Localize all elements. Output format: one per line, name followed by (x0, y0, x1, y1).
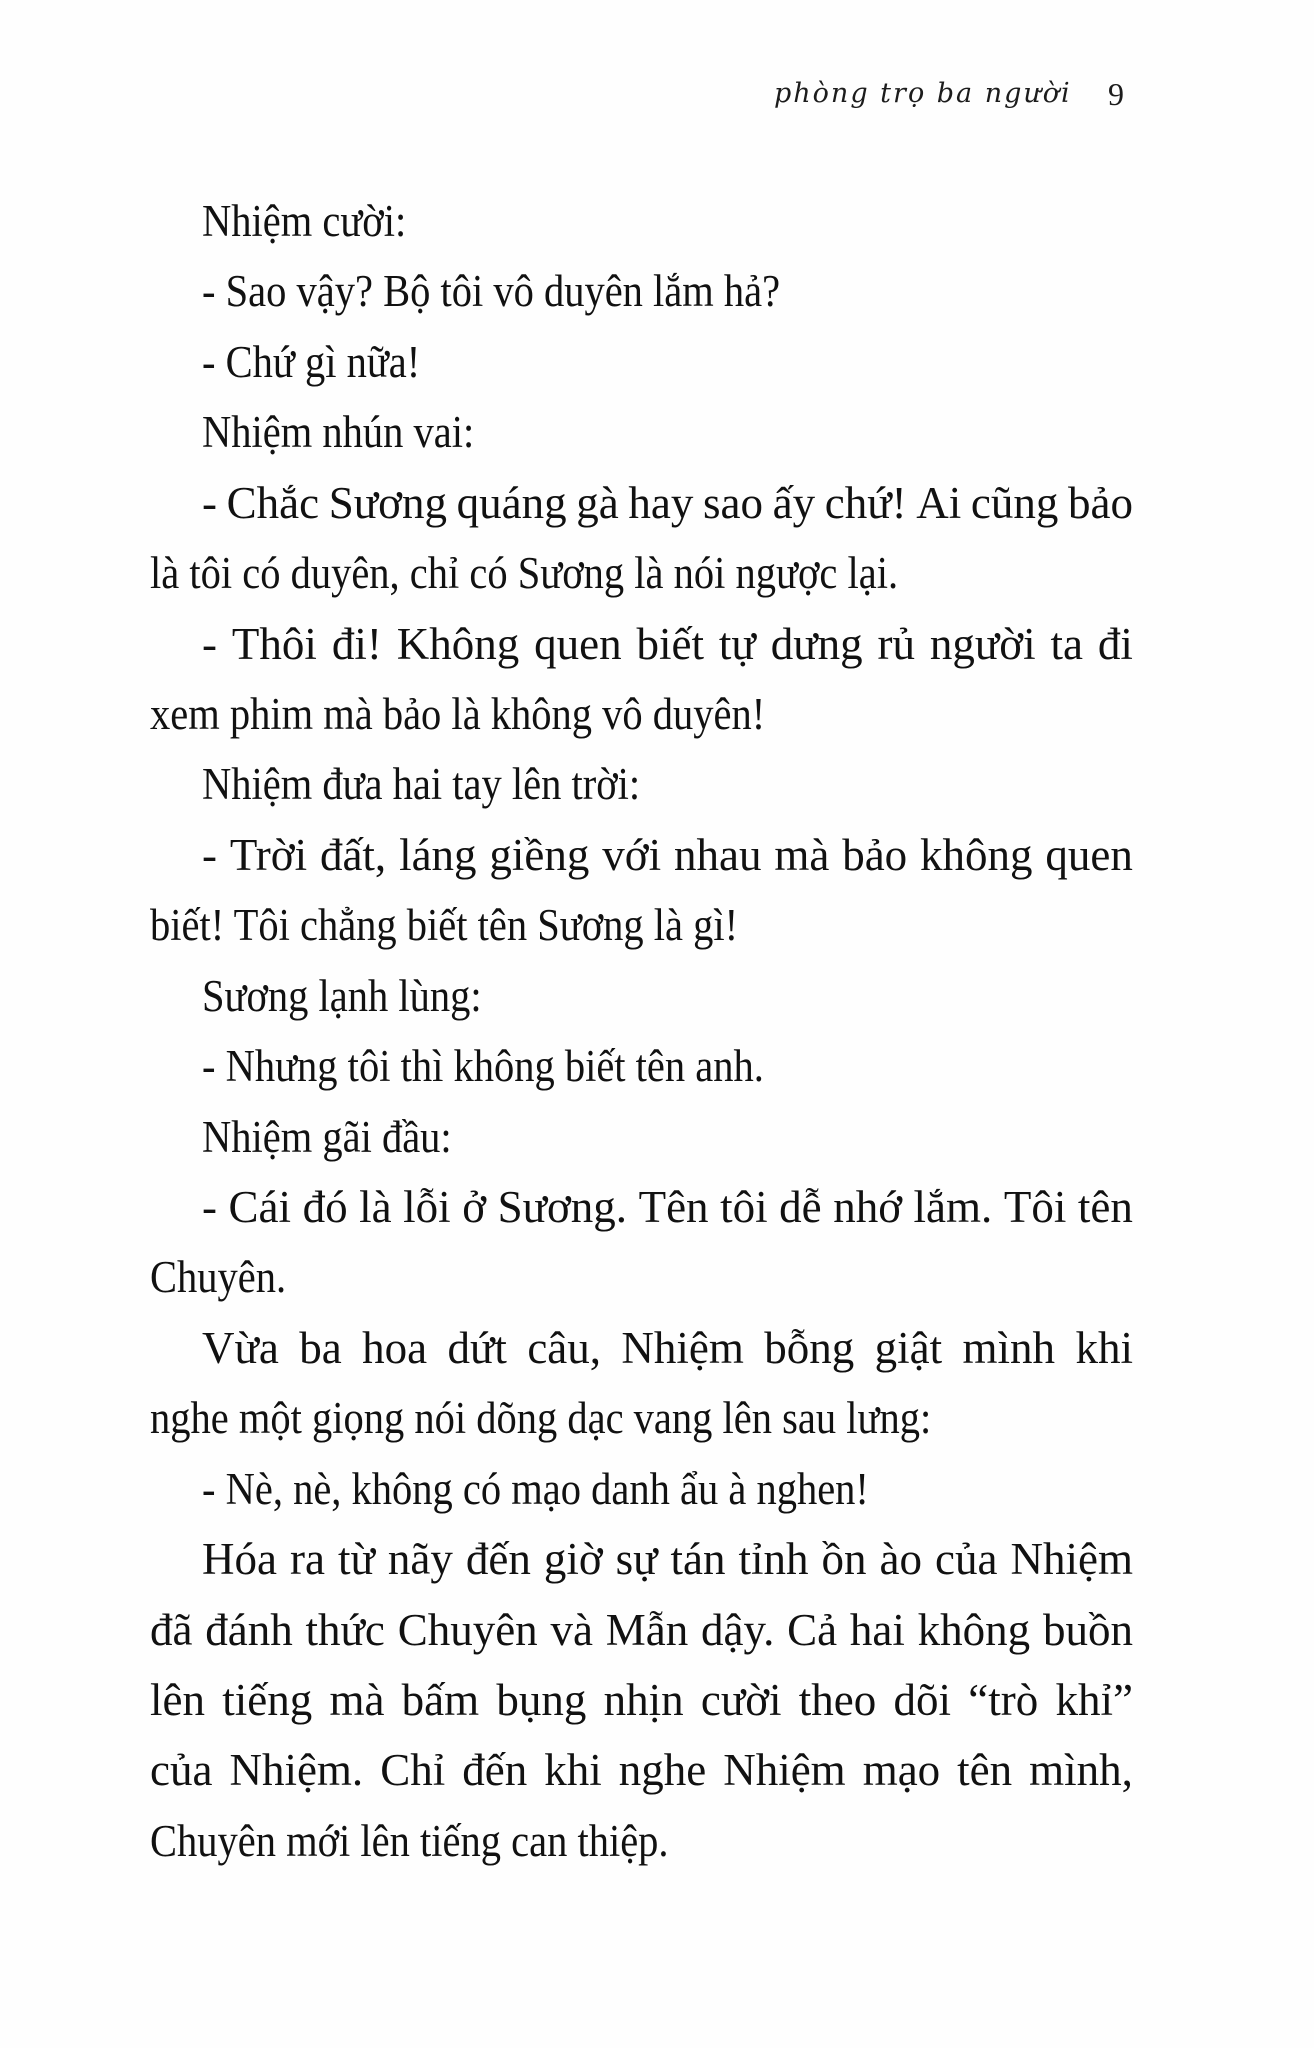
text-line: đã đánh thức Chuyên và Mẫn dậy. Cả hai không buồn (150, 1604, 1133, 1655)
text-line: - Chắc Sương quáng gà hay sao ấy chứ! Ai cũng bảo (202, 477, 1133, 528)
text-line: - Cái đó là lỗi ở Sương. Tên tôi dễ nhớ lắm. Tôi tên (202, 1182, 1133, 1233)
text-line: Chuyên mới lên tiếng can thiệp. (150, 1815, 669, 1866)
text-line: Nhiệm cười: (202, 196, 407, 246)
running-title: phòng trọ ba người (774, 78, 1072, 109)
text-line: - Trời đất, láng giềng với nhau mà bảo không quen (202, 829, 1133, 880)
text-line: xem phim mà bảo là không vô duyên! (150, 689, 766, 739)
text-line: - Chứ gì nữa! (202, 336, 421, 387)
text-line: - Nè, nè, không có mạo danh ẩu à nghen! (202, 1463, 869, 1514)
text-line: - Sao vậy? Bộ tôi vô duyên lắm hả? (202, 266, 781, 317)
running-header (760, 70, 1140, 120)
text-line: lên tiếng mà bấm bụng nhịn cười theo dõi “trò khỉ” (150, 1675, 1133, 1726)
text-line: Nhiệm nhún vai: (202, 407, 475, 458)
text-line: - Nhưng tôi thì không biết tên anh. (202, 1041, 764, 1092)
text-line: Nhiệm đưa hai tay lên trời: (202, 759, 641, 810)
text-line: biết! Tôi chẳng biết tên Sương là gì! (150, 900, 739, 951)
page-number: 9 (1108, 76, 1124, 112)
text-line: Chuyên. (150, 1252, 287, 1303)
text-line: Vừa ba hoa dứt câu, Nhiệm bỗng giật mình khi (202, 1322, 1133, 1373)
text-line: - Thôi đi! Không quen biết tự dưng rủ người ta đi (202, 618, 1133, 669)
text-line: nghe một giọng nói dõng dạc vang lên sau lưng: (150, 1393, 932, 1444)
text-line: Sương lạnh lùng: (202, 970, 482, 1021)
text-line: Hóa ra từ nãy đến giờ sự tán tỉnh ồn ào của Nhiệm (202, 1534, 1133, 1585)
text-line: của Nhiệm. Chỉ đến khi nghe Nhiệm mạo tên mình, (150, 1745, 1133, 1796)
text-line: Nhiệm gãi đầu: (202, 1111, 452, 1162)
text-line: là tôi có duyên, chỉ có Sương là nói ngược lại. (150, 548, 899, 599)
